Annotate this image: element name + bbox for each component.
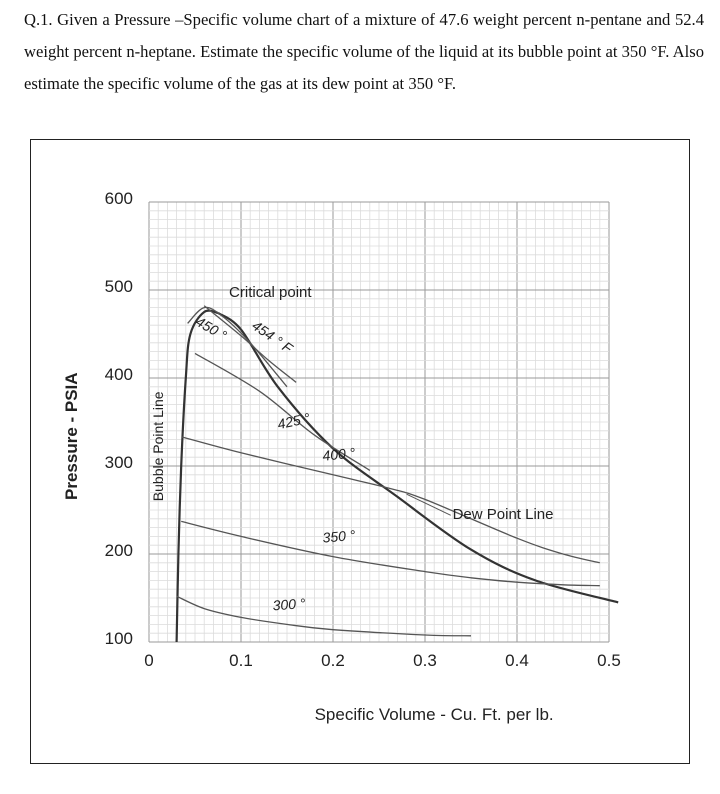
x-tick-label: 0.2 [321,651,345,670]
isotherm-label: 350 ° [321,526,356,546]
y-tick-label: 300 [104,453,133,472]
critical-point-label: Critical point [229,284,312,302]
isotherm-400 [182,437,600,563]
isotherm-label: 400 ° [321,444,356,464]
x-tick-label: 0 [144,651,154,670]
y-axis-label: Pressure - PSIA [62,372,81,500]
isotherm-label: 454 ° F [249,317,296,357]
x-axis-label: Specific Volume - Cu. Ft. per lb. [314,705,554,724]
dew-point-label: Dew Point Line [452,505,554,523]
question-text: Q.1. Given a Pressure –Specific volume chart of a mixture of 47.6 weight percent n-pentane and 52.4 weight percent n-heptane. Estimate the specific volume of the liquid at its bubble point at 350 °F. Also estimate the specific volume of the gas at its dew point at 350 °F. [24,10,704,93]
dew-point-leader [407,494,451,515]
bubble-point-label: Bubble Point Line [149,391,166,502]
pv-chart [31,140,691,765]
isotherm-label: 425 ° [275,409,312,433]
y-tick-label: 400 [104,365,133,384]
y-tick-label: 500 [104,277,133,296]
y-tick-label: 100 [104,629,133,648]
x-tick-label: 0.1 [229,651,253,670]
isotherm-label: 450 ° [193,313,230,344]
x-tick-label: 0.3 [413,651,437,670]
x-tick-label: 0.4 [505,651,529,670]
chart-frame [30,139,690,764]
y-tick-label: 600 [104,189,133,208]
x-tick-label: 0.5 [597,651,621,670]
isotherm-label: 300 ° [272,595,306,614]
grid [149,202,609,642]
y-tick-label: 200 [104,541,133,560]
